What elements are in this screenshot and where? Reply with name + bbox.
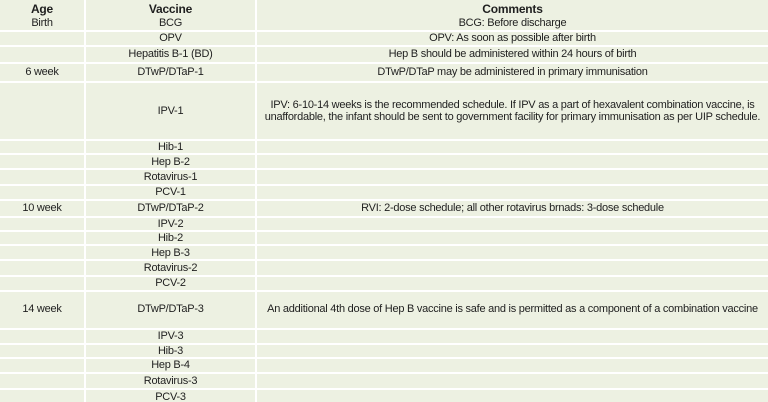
age-cell	[0, 217, 85, 231]
age-cell	[0, 169, 85, 185]
age-cell	[0, 329, 85, 344]
vaccine-cell: Hep B-4	[85, 358, 256, 373]
vaccine-cell: IPV-3	[85, 329, 256, 344]
age-cell	[0, 31, 85, 46]
age-cell	[0, 373, 85, 389]
age-cell	[0, 245, 85, 260]
comment-cell: DTwP/DTaP may be administered in primary immunisation	[256, 63, 768, 82]
age-cell	[0, 276, 85, 290]
comment-cell: IPV: 6-10-14 weeks is the recommended schedule. If IPV as a part of hexavalent combination vaccine, is unaffordable, the infant should be sent to government facility for primary immunisation as per UIP schedule.	[256, 82, 768, 140]
vaccine-cell: Rotavirus-1	[85, 169, 256, 185]
age-cell	[0, 389, 85, 402]
table-row	[0, 344, 768, 358]
vaccine-cell: IPV-2	[85, 217, 256, 231]
table-row	[0, 217, 768, 231]
vaccine-cell: Rotavirus-3	[85, 373, 256, 389]
col-header-age: Age	[0, 0, 85, 17]
table-row	[0, 140, 768, 154]
table-row	[0, 260, 768, 276]
comment-cell	[256, 169, 768, 185]
comment-cell: An additional 4th dose of Hep B vaccine is safe and is permitted as a component of a combination vaccine	[256, 291, 768, 329]
vaccine-cell: PCV-1	[85, 185, 256, 199]
table-row	[0, 245, 768, 260]
vaccine-cell: DTwP/DTaP-3	[85, 291, 256, 329]
age-cell: Birth	[0, 17, 85, 31]
age-cell	[0, 82, 85, 140]
vaccine-cell: PCV-2	[85, 276, 256, 290]
table-row	[0, 329, 768, 344]
age-cell	[0, 231, 85, 245]
vaccine-cell: BCG	[85, 17, 256, 31]
comment-cell: BCG: Before discharge	[256, 17, 768, 31]
vaccine-cell: Hib-2	[85, 231, 256, 245]
table-row	[0, 200, 768, 217]
vaccine-cell: Rotavirus-2	[85, 260, 256, 276]
table-row	[0, 291, 768, 329]
age-cell	[0, 344, 85, 358]
col-header-vaccine: Vaccine	[85, 0, 256, 17]
table-row	[0, 276, 768, 290]
comment-cell	[256, 358, 768, 373]
table-row	[0, 231, 768, 245]
table-body	[0, 17, 768, 402]
age-cell	[0, 140, 85, 154]
table-row	[0, 82, 768, 140]
comment-cell: OPV: As soon as possible after birth	[256, 31, 768, 46]
comment-cell	[256, 245, 768, 260]
comment-cell: Hep B should be administered within 24 hours of birth	[256, 46, 768, 63]
comment-cell: RVI: 2-dose schedule; all other rotavirus brnads: 3-dose schedule	[256, 200, 768, 217]
comment-cell	[256, 140, 768, 154]
table-row	[0, 46, 768, 63]
comment-cell	[256, 329, 768, 344]
comment-cell	[256, 389, 768, 402]
col-header-comments: Comments	[256, 0, 768, 17]
age-cell	[0, 46, 85, 63]
table-row	[0, 169, 768, 185]
table-row	[0, 358, 768, 373]
age-cell	[0, 358, 85, 373]
comment-cell	[256, 344, 768, 358]
age-cell: 6 week	[0, 63, 85, 82]
comment-cell	[256, 231, 768, 245]
table-row	[0, 31, 768, 46]
comment-cell	[256, 276, 768, 290]
comment-cell	[256, 260, 768, 276]
age-cell: 10 week	[0, 200, 85, 217]
table-row	[0, 389, 768, 402]
table-row	[0, 154, 768, 169]
vaccine-cell: IPV-1	[85, 82, 256, 140]
table-row	[0, 63, 768, 82]
vaccine-cell: Hib-1	[85, 140, 256, 154]
vaccine-cell: DTwP/DTaP-2	[85, 200, 256, 217]
vaccine-cell: Hep B-3	[85, 245, 256, 260]
comment-cell	[256, 373, 768, 389]
comment-cell	[256, 185, 768, 199]
table-header	[0, 0, 768, 17]
header-row	[0, 0, 768, 17]
table-row	[0, 17, 768, 31]
vaccine-cell: PCV-3	[85, 389, 256, 402]
age-cell: 14 week	[0, 291, 85, 329]
comment-cell	[256, 217, 768, 231]
vaccine-cell: DTwP/DTaP-1	[85, 63, 256, 82]
age-cell	[0, 185, 85, 199]
age-cell	[0, 154, 85, 169]
age-cell	[0, 260, 85, 276]
table-row	[0, 185, 768, 199]
table-row	[0, 373, 768, 389]
vaccine-cell: Hib-3	[85, 344, 256, 358]
vaccine-cell: Hep B-2	[85, 154, 256, 169]
vaccine-cell: Hepatitis B-1 (BD)	[85, 46, 256, 63]
vaccine-cell: OPV	[85, 31, 256, 46]
comment-cell	[256, 154, 768, 169]
